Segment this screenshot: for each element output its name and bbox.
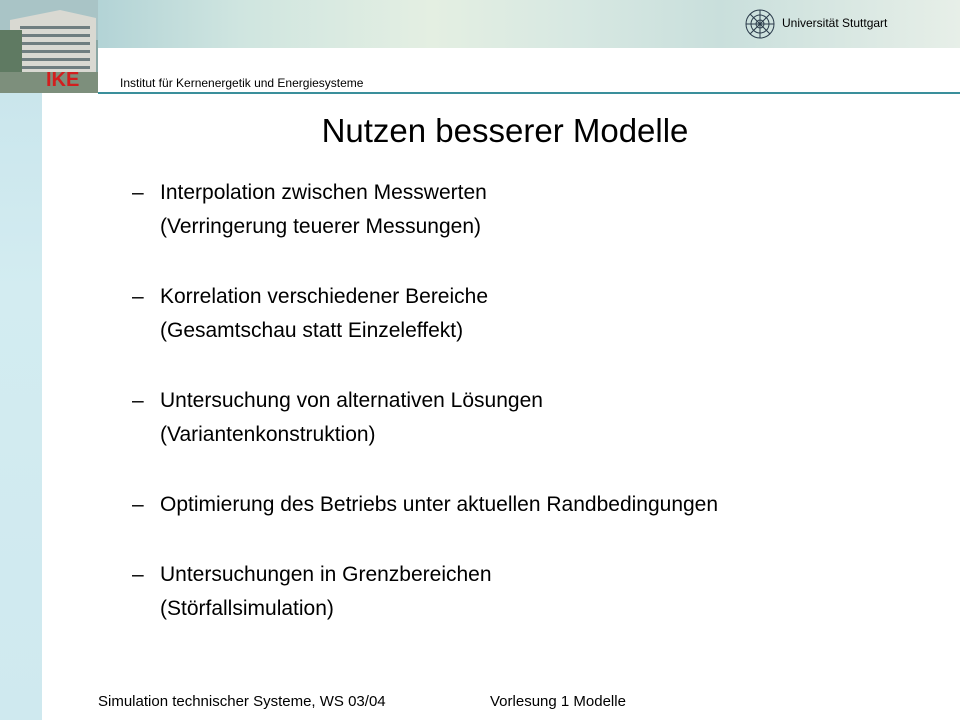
institute-name: Institut für Kernenergetik und Energiesysteme — [120, 76, 364, 90]
list-item — [132, 176, 952, 244]
list-item — [132, 280, 952, 348]
bullet-subtext: (Verringerung teuerer Messungen) — [160, 215, 482, 238]
footer-course: Simulation technischer Systeme, WS 03/04 — [98, 693, 386, 710]
bullet-marker: – — [132, 493, 144, 516]
list-item — [132, 488, 952, 522]
slide-title: Nutzen besserer Modelle — [321, 112, 689, 149]
bullet-marker: – — [132, 285, 144, 308]
university-name: Universität Stuttgart — [782, 16, 888, 30]
bullet-text: Optimierung des Betriebs unter aktuellen Randbedingungen — [160, 493, 719, 516]
list-item — [132, 558, 952, 626]
bullet-marker: – — [132, 389, 144, 412]
footer-lecture: Vorlesung 1 Modelle — [490, 693, 626, 710]
bullet-subtext: (Gesamtschau statt Einzeleffekt) — [160, 319, 464, 342]
bullet-list — [132, 176, 952, 662]
bullet-text: Korrelation verschiedener Bereiche — [160, 285, 489, 308]
header-divider — [98, 92, 960, 94]
bullet-text: Interpolation zwischen Messwerten — [160, 181, 487, 204]
list-item — [132, 384, 952, 452]
university-logo-icon — [744, 8, 776, 40]
bullet-subtext: (Störfallsimulation) — [160, 597, 334, 620]
left-decorative-band — [0, 0, 42, 720]
bullet-text: Untersuchungen in Grenzbereichen — [160, 563, 492, 586]
bullet-marker: – — [132, 563, 144, 586]
bullet-marker: – — [132, 181, 144, 204]
bullet-text: Untersuchung von alternativen Lösungen — [160, 389, 543, 412]
bullet-subtext: (Variantenkonstruktion) — [160, 423, 376, 446]
ike-logo: IKE — [46, 69, 80, 91]
